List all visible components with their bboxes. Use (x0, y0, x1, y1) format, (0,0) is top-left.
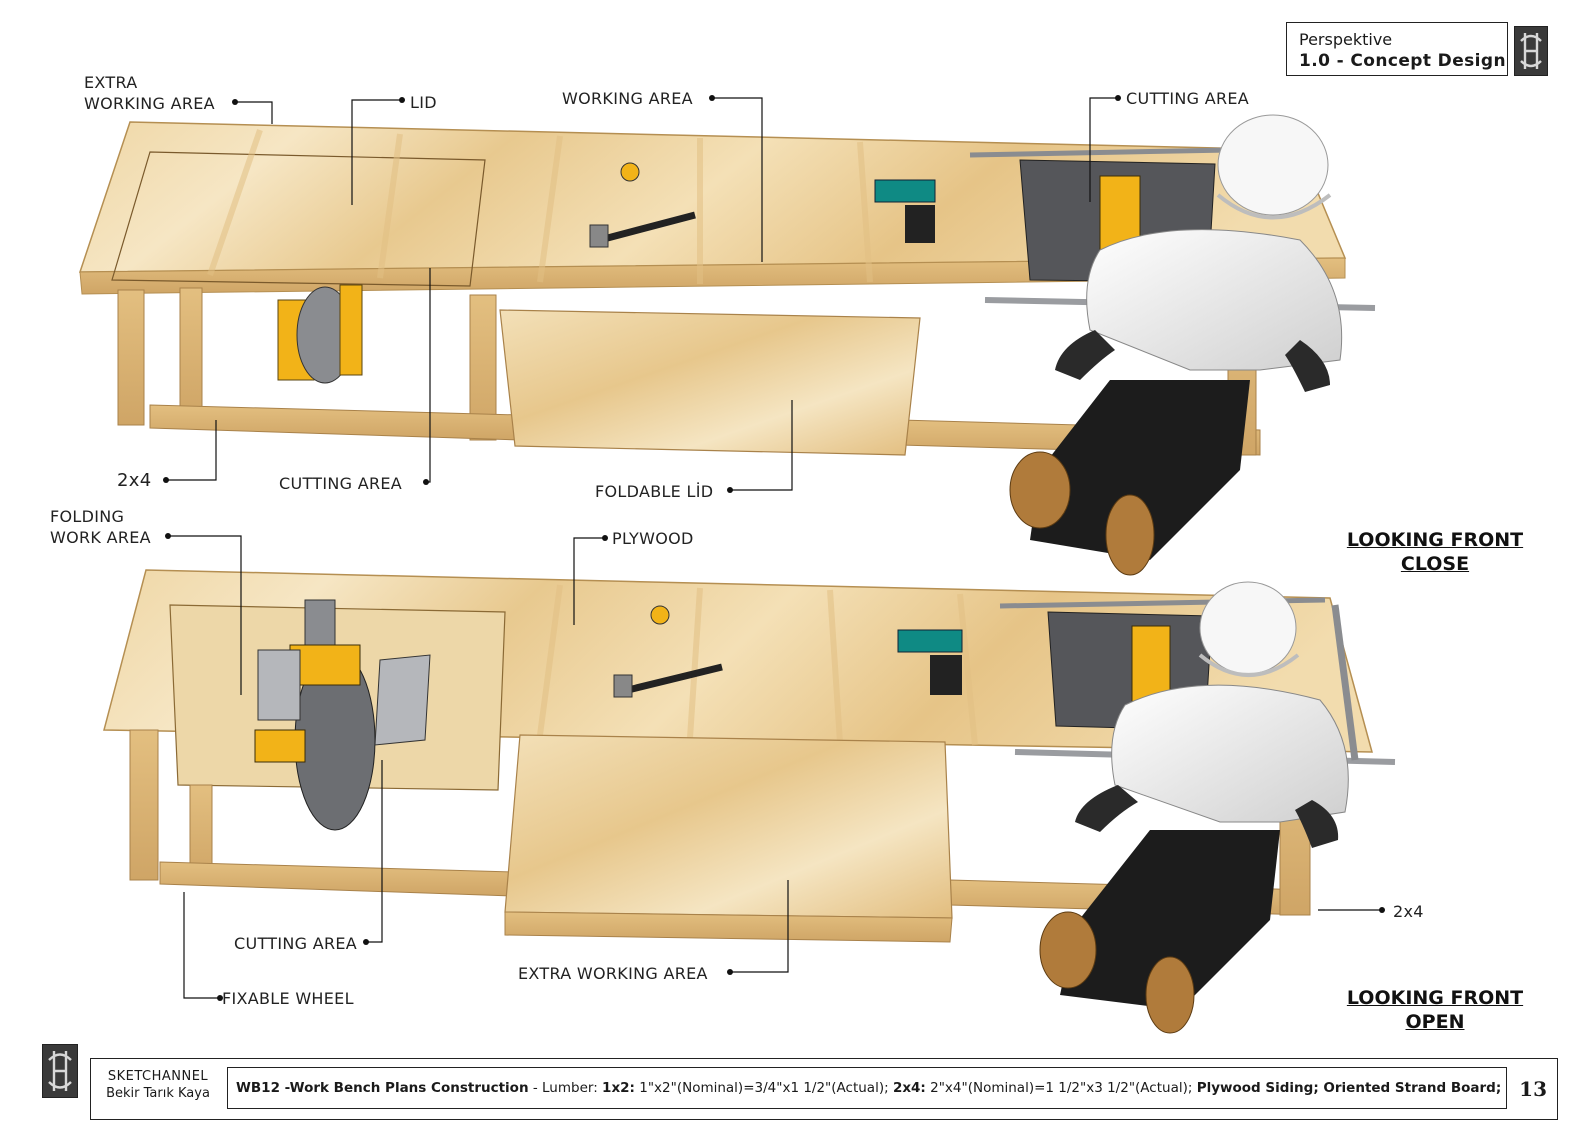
logo-top (1514, 26, 1548, 76)
bench-open (104, 570, 1395, 1033)
title-block (1286, 22, 1508, 76)
view-title-open-line1: LOOKING FRONT (1346, 987, 1524, 1009)
label-2x4-bottom: 2x4 (1393, 902, 1424, 921)
label-2x4-top: 2x4 (117, 470, 152, 491)
footer-author-block (99, 1068, 217, 1110)
label-folding-work-area (50, 506, 151, 548)
label-extra-working-area (84, 72, 215, 114)
miter-saw-stored (278, 285, 362, 383)
label-extra-line1: EXTRA (84, 73, 138, 92)
label-cutting-area-bottom: CUTTING AREA (279, 474, 403, 493)
footer-2x4-value: 2"x4"(Nominal)=1 1/2"x3 1/2"(Actual); (925, 1080, 1197, 1096)
page-number: 13 (1519, 1077, 1547, 1101)
extra-working-area-panel (505, 735, 952, 918)
view-title-close (1340, 528, 1530, 576)
design-stage-title: 1.0 - Concept Design (1299, 51, 1506, 71)
bench-close (80, 115, 1375, 575)
footer-description (227, 1067, 1507, 1109)
label-cutting-area-open: CUTTING AREA (234, 934, 358, 953)
view-title-close-line2: CLOSE (1400, 553, 1470, 575)
view-title-open-line2: OPEN (1405, 1011, 1465, 1033)
label-foldable-lid: FOLDABLE LİD (595, 482, 714, 501)
label-extra-line2: WORKING AREA (84, 94, 215, 113)
label-lid: LID (410, 93, 437, 112)
view-title-close-line1: LOOKING FRONT (1346, 529, 1524, 551)
footer-project: WB12 -Work Bench Plans Construction (236, 1080, 529, 1096)
view-type-label: Perspektive (1299, 30, 1393, 49)
label-fixable-wheel: FIXABLE WHEEL (222, 989, 354, 1008)
view-title-open (1340, 986, 1530, 1034)
label-cutting-area-right: CUTTING AREA (1126, 89, 1250, 108)
label-extra-working-area-open: EXTRA WORKING AREA (518, 964, 708, 983)
footer-materials: Plywood Siding; Oriented Strand Board; (1196, 1080, 1502, 1096)
footer-2x4-label: 2x4: (892, 1080, 926, 1096)
footer-bar (90, 1058, 1558, 1120)
label-plywood: PLYWOOD (612, 529, 694, 548)
logo-footer (42, 1044, 78, 1098)
label-folding-line1: FOLDING (50, 507, 125, 526)
footer-channel: SKETCHANNEL (107, 1069, 209, 1084)
label-folding-line2: WORK AREA (50, 528, 151, 547)
label-working-area: WORKING AREA (562, 89, 693, 108)
foldable-lid-panel (500, 310, 920, 455)
footer-1x2-value: 1"x2"(Nominal)=3/4"x1 1/2"(Actual); (634, 1080, 893, 1096)
footer-lumber-prefix: - Lumber: (528, 1080, 603, 1096)
footer-1x2-label: 1x2: (602, 1080, 635, 1096)
footer-author: Bekir Tarık Kaya (106, 1086, 210, 1101)
